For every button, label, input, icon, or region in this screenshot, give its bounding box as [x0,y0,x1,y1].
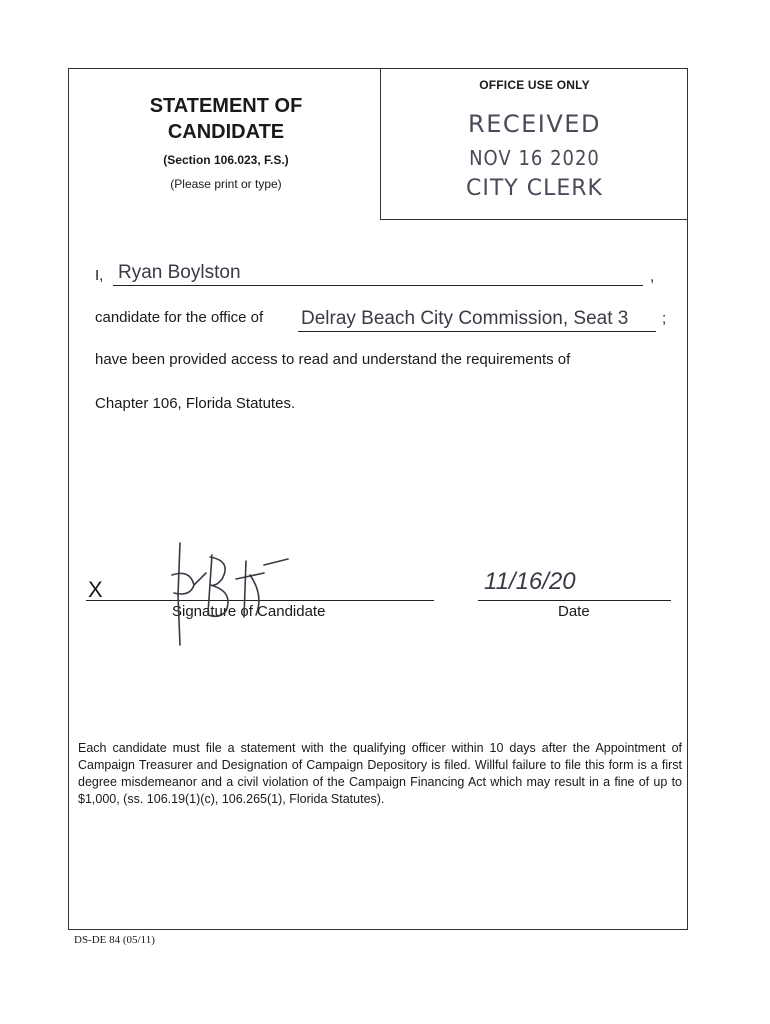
date-caption: Date [558,603,590,620]
office-name-line [298,331,656,332]
candidate-name-line [113,285,643,286]
statute-section: (Section 106.023, F.S.) [163,153,289,167]
form-title [140,93,312,145]
received-date-stamp: NOV 16 2020 [469,146,600,171]
candidate-name-value: Ryan Boylston [118,262,241,283]
form-id: DS-DE 84 (05/11) [74,934,155,946]
office-prefix: candidate for the office of [95,309,264,326]
filing-notice: Each candidate must file a statement with the qualifying officer within 10 days after the Appointment of Campaign Treasurer and Designation of Campaign Depository is filed. Willful failure to file this form is a first degree misdemeanor and a civil violation of the Campaign Financing Act which may result in a fine of up to $1,000, (ss. 106.19(1)(c), 106.265(1), Florida Statutes). [78,741,682,806]
statement-line-3: have been provided access to read and understand the requirements of [95,351,571,368]
name-comma: , [650,268,655,285]
office-use-label: OFFICE USE ONLY [479,78,590,92]
title-line-2: CANDIDATE [167,121,285,143]
received-stamp: RECEIVED [468,110,601,138]
date-line [478,600,671,601]
office-name-value: Delray Beach City Commission, Seat 3 [301,308,629,329]
statement-line-4: Chapter 106, Florida Statutes. [95,395,296,412]
office-use-box [380,68,688,220]
signature-caption: Signature of Candidate [172,603,326,620]
signature-x-mark: X [88,577,103,602]
title-line-1: STATEMENT OF [149,95,303,117]
candidate-signature [160,535,300,655]
office-semicolon: ; [662,310,667,327]
print-instruction: (Please print or type) [170,177,282,191]
date-value: 11/16/20 [484,568,576,595]
prefix-i: I, [95,267,104,284]
city-clerk-stamp: CITY CLERK [466,176,603,201]
